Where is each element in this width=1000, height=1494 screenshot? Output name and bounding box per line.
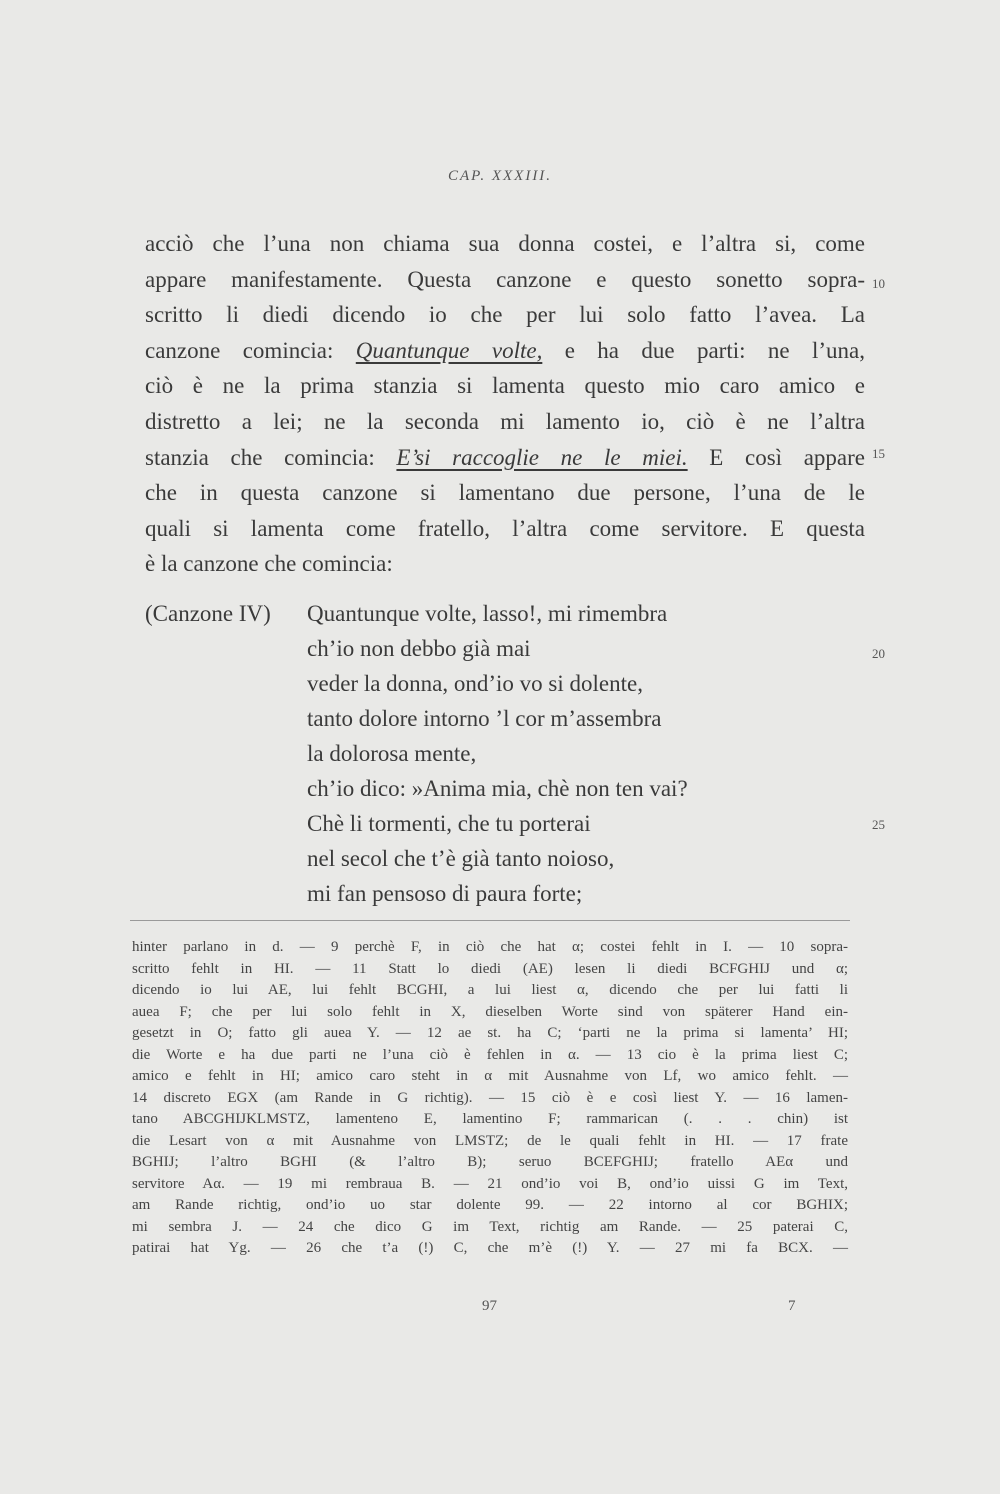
prose-line: stanzia che comincia: E’si raccoglie ne le miei. E così appare xyxy=(145,444,865,470)
line-number: 15 xyxy=(872,446,885,461)
apparatus-line: hinter parlano in d. — 9 perchè F, in ciò che hat α; costei fehlt in I. — 10 sopra- xyxy=(132,939,848,955)
apparatus-line: BGHIJ; l’altro BGHI (& l’altro B); seruo BCEFGHIJ; fratello AEα und xyxy=(132,1154,848,1170)
apparatus-line: servitore Aα. — 19 mi rembraua B. — 21 ond’io voi B, ond’io uissi G im Text, xyxy=(132,1175,848,1192)
prose-paragraph xyxy=(145,226,865,582)
prose-line: distretto a lei; ne la seconda mi lamento io, ciò è ne l’altra xyxy=(145,408,865,434)
verse-line: la dolorosa mente, xyxy=(307,741,477,766)
verse-line: nel secol che t’è già tanto noioso, xyxy=(307,846,615,871)
apparatus-line: scritto fehlt in HI. — 11 Statt lo diedi (AE) lesen li diedi BCFGHIJ und α; xyxy=(132,960,848,977)
verse-line: ch’io non debbo già mai xyxy=(307,636,531,661)
incipit-italic: E’si raccoglie ne le miei. xyxy=(396,444,688,470)
apparatus-line: dicendo io lui AE, lui fehlt BCGHI, a lui liest α, dicendo che per lui fatti li xyxy=(132,982,848,998)
line-number: 25 xyxy=(872,817,885,832)
apparatus-line: die Lesart von α mit Ausnahme von LMSTZ; de le quali fehlt in HI. — 17 frate xyxy=(132,1132,848,1149)
page-number: 97 xyxy=(482,1298,497,1314)
apparatus-line: gesetzt in O; fatto gli auea Y. — 12 ae st. ha C; ‘parti ne la prima si lamenta’ HI; xyxy=(132,1025,848,1041)
verse-line: veder la donna, ond’io vo si dolente, xyxy=(307,671,643,696)
signature-mark: 7 xyxy=(788,1298,796,1314)
verse-line: mi fan pensoso di paura forte; xyxy=(307,881,583,906)
poem xyxy=(145,596,845,911)
verse-line: ch’io dico: »Anima mia, chè non ten vai? xyxy=(307,776,688,801)
prose-line: canzone comincia: Quantunque volte, e ha due parti: ne l’una, xyxy=(145,337,865,363)
apparatus-line: patirai hat Yg. — 26 che t’a (!) C, che m’è (!) Y. — 27 mi fa BCX. — xyxy=(132,1240,848,1256)
incipit-italic: Quantunque volte, xyxy=(355,337,543,363)
apparatus-line: amico e fehlt in HI; amico caro steht in α mit Ausnahme von Lf, wo amico fehlt. — xyxy=(132,1068,848,1084)
apparatus-line: tano ABCGHIJKLMSTZ, lamenteno E, lamentino F; rammarican (. . . chin) ist xyxy=(132,1111,848,1127)
apparatus-line: 14 discreto EGX (am Rande in G richtig). — 15 ciò è e così liest Y. — 16 lamen- xyxy=(132,1089,848,1106)
verse-line: Quantunque volte, lasso!, mi rimembra xyxy=(307,601,668,626)
prose-line: che in questa canzone si lamentano due persone, l’una de le xyxy=(145,480,865,506)
critical-apparatus xyxy=(132,937,848,1260)
footnote-divider xyxy=(130,920,850,921)
line-number: 10 xyxy=(872,276,885,291)
prose-line: è la canzone che comincia: xyxy=(145,551,393,577)
prose-line: quali si lamenta come fratello, l’altra come servitore. E questa xyxy=(145,515,865,541)
apparatus-line: mi sembra J. — 24 che dico G im Text, richtig am Rande. — 25 paterai C, xyxy=(132,1218,848,1235)
running-head: CAP. XXXIII. xyxy=(447,168,553,184)
prose-line: ciò è ne la prima stanzia si lamenta questo mio caro amico e xyxy=(145,373,865,399)
prose-line: appare manifestamente. Questa canzone e questo sonetto sopra- xyxy=(145,266,865,292)
apparatus-line: die Worte e ha due parti ne l’una ciò è fehlen in α. — 13 cio è la prima liest C; xyxy=(132,1046,848,1063)
line-number: 20 xyxy=(872,646,885,661)
apparatus-line: auea F; che per lui solo fehlt in X, dieselben Worte sind von späterer Hand ein- xyxy=(132,1003,848,1020)
prose-line: scritto li diedi dicendo io che per lui solo fatto l’avea. La xyxy=(145,302,865,328)
prose-line: acciò che l’una non chiama sua donna costei, e l’altra si, come xyxy=(145,231,865,256)
poem-label: (Canzone IV) xyxy=(145,601,271,626)
apparatus-line: am Rande richtig, ond’io uo star dolente 99. — 22 intorno al cor BGHIX; xyxy=(132,1197,848,1213)
verse-line: Chè li tormenti, che tu porterai xyxy=(307,811,591,836)
verse-line: tanto dolore intorno ’l cor m’assembra xyxy=(307,706,662,731)
